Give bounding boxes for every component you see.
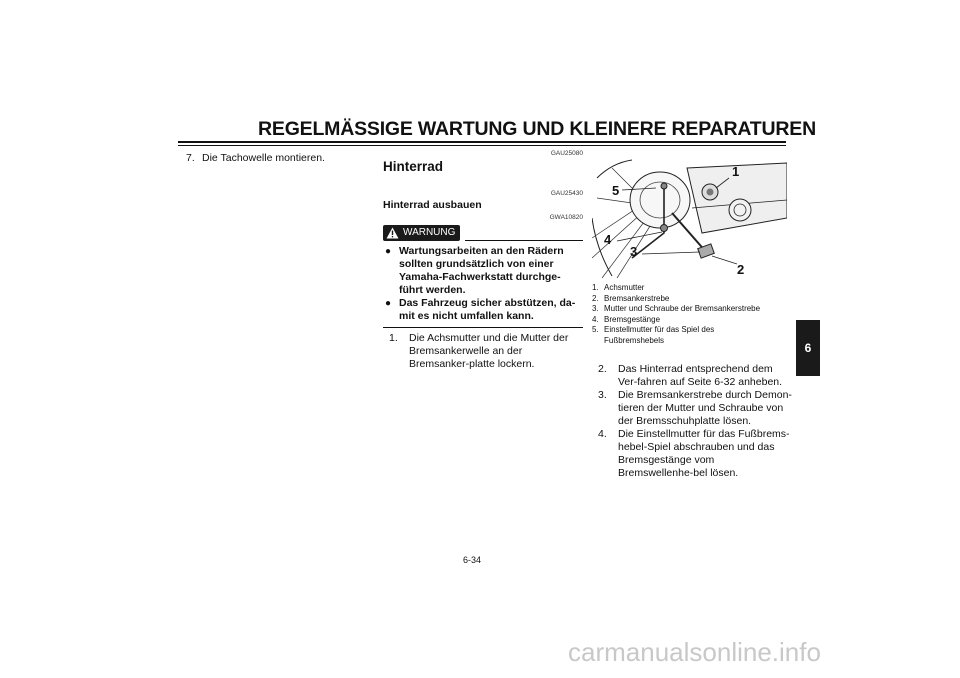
step-number: 7. <box>186 152 195 164</box>
warning-end-rule <box>383 327 583 328</box>
title-rule-thick <box>178 141 786 143</box>
warning-item <box>383 245 583 297</box>
warning-item <box>383 297 583 323</box>
subsection-code: GAU25430 <box>550 190 583 197</box>
caption-number: 2. <box>592 293 599 303</box>
callout-5: 5 <box>612 183 620 198</box>
step-4 <box>592 428 792 480</box>
caption-number: 1. <box>592 283 599 292</box>
caption-text: Einstellmutter für das Spiel des Fußbremshebels <box>604 325 715 345</box>
step-1 <box>383 332 583 371</box>
bullet-icon: ● <box>385 298 392 309</box>
step-number: 2. <box>598 363 607 375</box>
callout-3: 3 <box>630 244 638 259</box>
caption-number: 5. <box>592 325 599 334</box>
step-7 <box>186 152 356 165</box>
step-number: 3. <box>598 389 607 401</box>
warning-list <box>383 245 583 323</box>
subsection-title: Hinterrad ausbauen <box>383 199 482 211</box>
callout-2: 2 <box>737 262 745 277</box>
step-text: Die Achsmutter und die Mutter der Bremsankerwelle an der Bremsanker-platte lockern. <box>409 332 569 370</box>
section-title: Hinterrad <box>383 159 444 174</box>
step-text: Die Einstellmutter für das Fußbrems-hebel-Spiel abschrauben und das Bremsgestänge vom Bremswellenhe-bel lösen. <box>618 428 790 479</box>
step-2 <box>592 363 792 389</box>
warning-rule <box>465 240 583 241</box>
step-text: Die Tachowelle montieren. <box>202 152 325 164</box>
caption-item <box>592 283 792 294</box>
warning-item-text: Wartungsarbeiten an den Rädern sollten grundsätzlich von einer Yamaha-Fachwerkstatt durchge-führt werden. <box>399 245 564 296</box>
page-number: 6-34 <box>463 555 482 565</box>
warning-triangle-icon <box>386 227 399 239</box>
caption-text: Mutter und Schraube der Bremsankerstrebe <box>604 304 761 313</box>
caption-number: 4. <box>592 314 599 324</box>
callout-4: 4 <box>604 232 612 247</box>
right-column-steps <box>592 363 792 480</box>
caption-item <box>592 304 792 315</box>
caption-number: 3. <box>592 304 599 313</box>
chapter-tab: 6 <box>796 320 820 376</box>
callout-1: 1 <box>732 164 740 179</box>
caption-text: Bremsgestänge <box>604 314 661 324</box>
title-rule-thin <box>178 145 786 146</box>
warning-header <box>383 225 583 241</box>
step-number: 4. <box>598 428 607 440</box>
rear-wheel-figure <box>592 158 787 280</box>
middle-column <box>383 150 583 371</box>
watermark: carmanualsonline.info <box>568 637 821 667</box>
step-number: 1. <box>389 332 398 344</box>
step-text: Die Bremsankerstrebe durch Demon-tieren der Mutter und Schraube von der Bremsschuhplatte lösen. <box>618 389 792 427</box>
caption-item <box>592 294 792 305</box>
caption-item <box>592 315 792 326</box>
warning-item-text: Das Fahrzeug sicher abstützen, da-mit es nicht umfallen kann. <box>399 297 576 322</box>
caption-text: Bremsankerstrebe <box>604 293 670 303</box>
section-code: GAU25080 <box>550 150 583 157</box>
warning-code: GWA10820 <box>549 214 583 221</box>
left-column <box>186 152 356 165</box>
bullet-icon: ● <box>385 246 392 257</box>
figure-captions <box>592 283 792 346</box>
caption-text: Achsmutter <box>604 283 645 292</box>
step-3 <box>592 389 792 428</box>
page-title: REGELMÄSSIGE WARTUNG UND KLEINERE REPARATUREN <box>258 118 816 140</box>
step-text: Das Hinterrad entsprechend dem Ver-fahren auf Seite 6-32 anheben. <box>618 363 783 388</box>
rear-brake-illustration <box>592 158 787 280</box>
warning-label: WARNUNG <box>403 227 456 238</box>
caption-item <box>592 325 792 346</box>
warning-badge <box>383 225 460 241</box>
